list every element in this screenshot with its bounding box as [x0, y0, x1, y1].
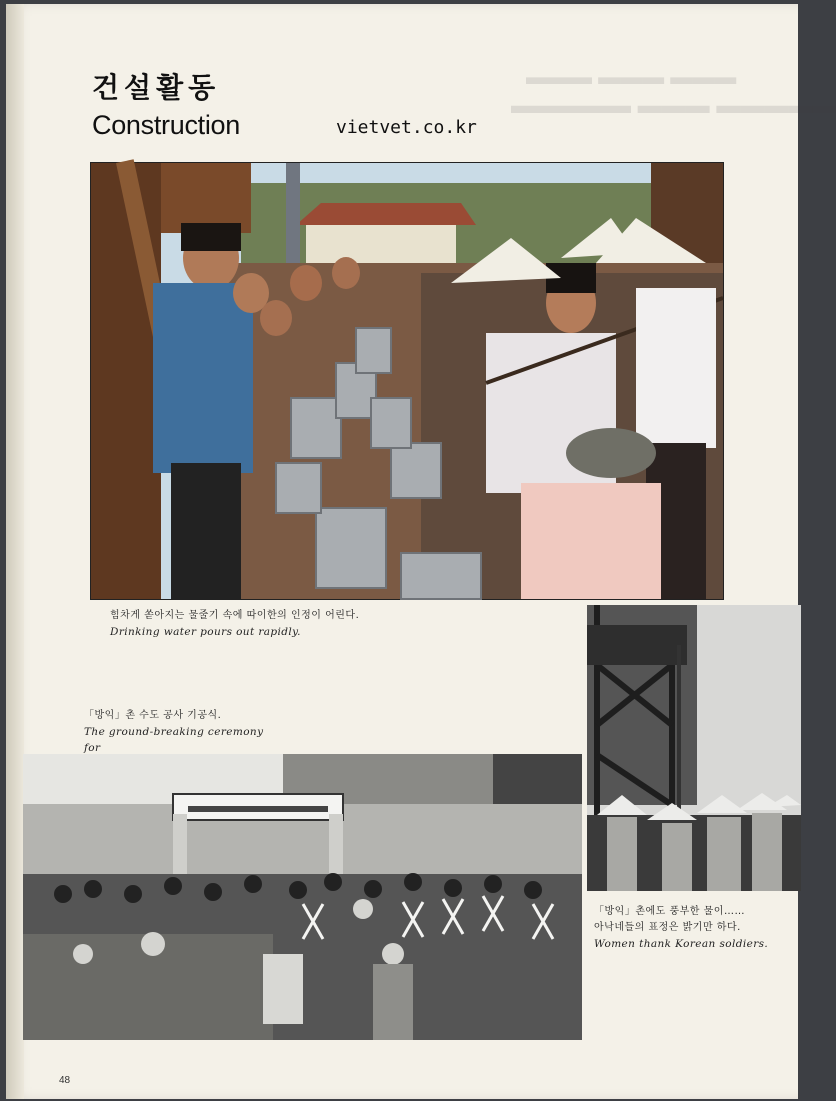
page-spine-shadow	[6, 4, 24, 1099]
section-title-english: Construction	[92, 110, 240, 140]
bleed-through-text: ▬▬▬ ▬▬▬ ▬▬▬	[526, 64, 737, 89]
caption-korean-line1: 「방익」촌에도 풍부한 물이……	[594, 906, 745, 917]
magazine-page	[6, 4, 836, 1099]
caption-women-thanks	[594, 904, 794, 952]
caption-korean-line2: 아낙네들의 표정은 밝기만 하다.	[594, 922, 741, 933]
water-tap-color-photo	[90, 162, 724, 600]
caption-english-line1: The ground-breaking ceremony for	[84, 726, 264, 754]
bleed-through-text: ▬▬▬▬▬ ▬▬▬ ▬▬▬▬▬	[511, 92, 836, 119]
caption-korean: 힘차게 쏟아지는 물줄기 속에 따이한의 인정이 어린다.	[110, 610, 360, 621]
caption-korean: 「방익」촌 수도 공사 기공식.	[84, 710, 222, 721]
section-title-korean: 건설활동	[92, 71, 221, 104]
page-number: 48	[59, 1075, 71, 1086]
caption-english: Drinking water pours out rapidly.	[110, 626, 301, 638]
caption-english: Women thank Korean soldiers.	[594, 938, 769, 950]
women-water-tower-photo	[587, 605, 801, 891]
ceremony-photo	[23, 754, 582, 1040]
caption-drinking-water	[110, 608, 410, 640]
site-watermark: vietvet.co.kr	[336, 117, 477, 138]
